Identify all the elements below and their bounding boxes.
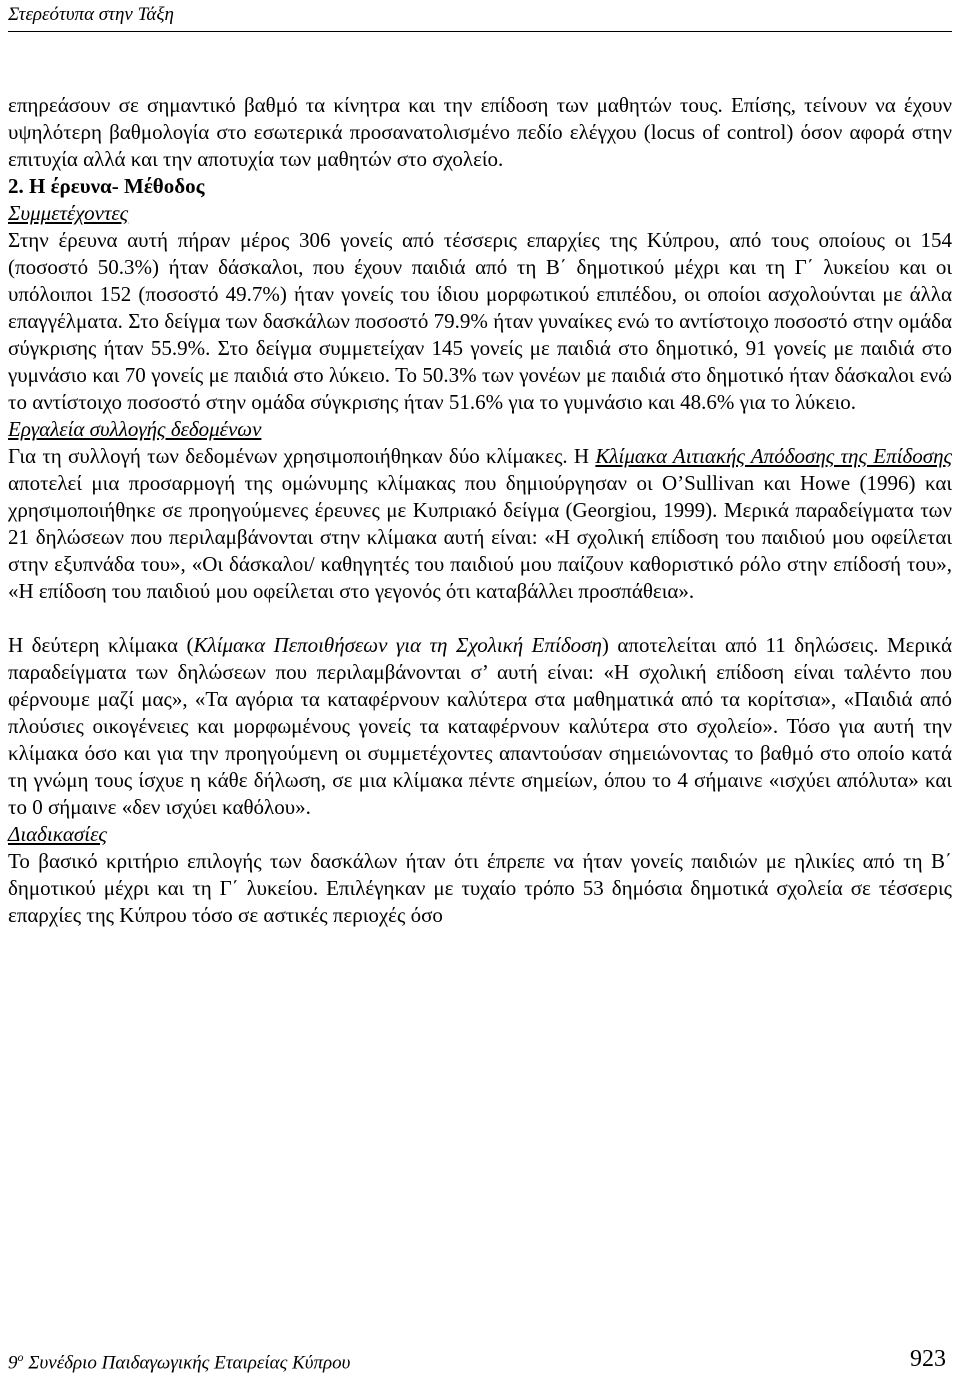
footer-ordinal-suffix: ο [17,1350,24,1364]
attribution-scale-term: Κλίμακα Αιτιακής Απόδοσης της Επίδοσης [595,444,953,468]
instruments-heading: Εργαλεία συλλογής δεδομένων [8,417,262,441]
participants-paragraph: Στην έρευνα αυτή πήραν μέρος 306 γονείς από τέσσερις επαρχίες της Κύπρου, από τους οποίους οι 154 (ποσοστό 50.3%) ήταν δάσκαλοι, που έχουν παιδιά από τη Β΄ δημοτικού μέχρι και τη Γ΄ λυκείου και οι υπόλοιποι 152 (ποσοστό 49.7%) ήταν γονείς του ίδιου μορφωτικού επιπέδου, οι οποίοι ασχολούνται με άλλα επαγγέλματα. Στο δείγμα των δασκάλων ποσοστό 79.9% ήταν γυναίκες ενώ το αντίστοιχο ποσοστό στην ομάδα σύγκρισης ήταν 55.9%. Στο δείγμα συμμετείχαν 145 γονείς με παιδιά στο δημοτικό, 91 γονείς με παιδιά στο γυμνάσιο και 70 γονείς με παιδιά στο λύκειο. Το 50.3% των γονέων με παιδιά στο δημοτικό ήταν δάσκαλοι ενώ το αντίστοιχο ποσοστό στην ομάδα σύγκρισης ήταν 51.6% για το γυμνάσιο και 48.6% για το λύκειο. [8,228,952,414]
footer-conference-name: Συνέδριο Παιδαγωγικής Εταιρείας Κύπρου [23,1352,351,1374]
page-footer [8,1346,952,1376]
intro-paragraph: επηρεάσουν σε σημαντικό βαθμό τα κίνητρα και την επίδοση των μαθητών τους. Επίσης, τείνουν να έχουν υψηλότερη βαθμολογία στο εσωτερικά προσανατολισμένο πεδίο ελέγχου (locus of control) όσον αφορά στην επιτυχία αλλά και την αποτυχία των μαθητών στο σχολείο. [8,93,952,171]
beliefs-scale-term: Κλίμακα Πεποιθήσεων για τη Σχολική Επίδοση [193,633,602,657]
instruments-paragraph-1 [8,443,952,605]
running-header-title: Στερεότυπα στην Τάξη [8,4,174,25]
section-heading: 2. Η έρευνα- Μέθοδος [8,174,205,198]
instruments-p2-text-a: Η δεύτερη κλίμακα ( [8,633,194,657]
instruments-paragraph-2 [8,632,952,821]
participants-heading: Συμμετέχοντες [8,201,129,225]
footer-ordinal: 9 [8,1352,18,1374]
instruments-p1-text-b: αποτελεί μια προσαρμογή της ομώνυμης κλίμακας που δημιούργησαν οι O’Sullivan και Howe (1996) και χρησιμοποιήθηκε σε προηγούμενες έρευνες με Κυπριακό δείγμα (Georgiou, 1999). Μερικά παραδείγματα των 21 δηλώσεων που περιλαμβάνονται στην κλίμακα αυτή είναι: «Η σχολική επίδοση του παιδιού μου οφείλεται στην εξυπνάδα του», «Οι δάσκαλοι/ καθηγητές του παιδιού μου παίζουν καθοριστικό ρόλο στην επίδοσή του», «Η επίδοση του παιδιού μου οφείλεται στο γεγονός ότι καταβάλλει προσπάθεια». [8,471,952,603]
instruments-p1-text-a: Για τη συλλογή των δεδομένων χρησιμοποιήθηκαν δύο κλίμακες. Η [8,444,596,468]
header-divider [8,31,952,32]
procedures-heading: Διαδικασίες [8,822,107,846]
footer-conference [8,1350,350,1374]
instruments-p2-text-b: ) αποτελείται από 11 δηλώσεις. Μερικά παραδείγματα των δηλώσεων που περιλαμβάνονται σ’ αυτή είναι: «Η σχολική επίδοση είναι ταλέντο που φέρνουμε μαζί μας», «Τα αγόρια τα καταφέρνουν καλύτερα στα μαθηματικά από τα κορίτσια», «Παιδιά από πλούσιες οικογένειες και μορφωμένους γονείς τα καταφέρνουν καλύτερα στο σχολείο». Τόσο για αυτή την κλίμακα όσο και για την προηγούμενη οι συμμετέχοντες απαντούσαν σημειώνοντας το βαθμό στο οποίο κατά τη γνώμη τους ίσχυε η κάθε δήλωση, σε μια κλίμακα πέντε σημείων, όπου το 4 σήμαινε «ισχύει απόλυτα» και το 0 σήμαινε «δεν ισχύει καθόλου». [8,633,952,819]
procedures-paragraph: Το βασικό κριτήριο επιλογής των δασκάλων ήταν ότι έπρεπε να ήταν γονείς παιδιών με ηλικίες από τη Β΄ δημοτικού μέχρι και τη Γ΄ λυκείου. Επιλέγηκαν με τυχαίο τρόπο 53 δημόσια δημοτικά σχολεία σε τέσσερις επαρχίες της Κύπρου τόσο σε αστικές περιοχές όσο [8,849,952,927]
page-number: 923 [910,1346,946,1372]
page-body [8,92,952,929]
